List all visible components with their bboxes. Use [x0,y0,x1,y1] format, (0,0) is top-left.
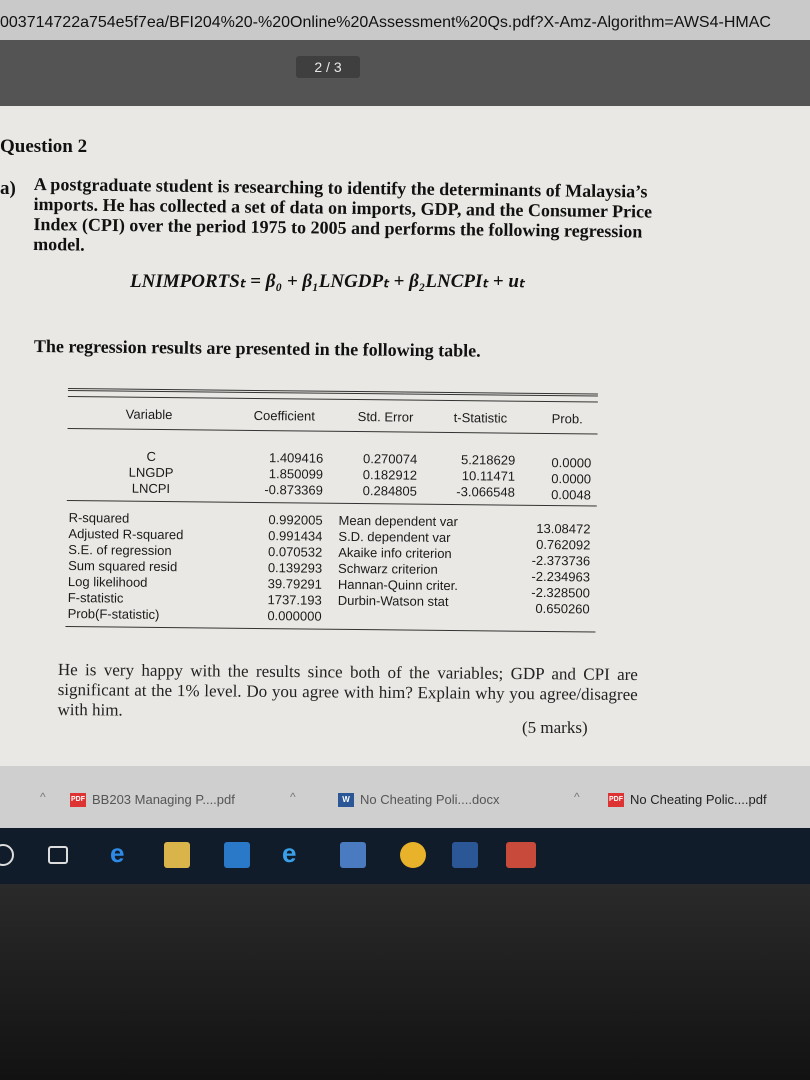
page-counter: 2 / 3 [296,56,360,78]
stat-value: -2.373736 [531,552,591,569]
prob-column [541,455,591,504]
pdf-page [0,106,810,766]
header-t-statistic: t-Statistic [453,410,508,426]
stat-value: 0.992005 [268,512,323,528]
stat-label: Durbin-Watson stat [337,592,449,609]
download-filename: No Cheating Polic....pdf [630,792,767,807]
stat-value: 0.991434 [268,528,323,544]
table-top-rule [68,388,598,397]
chrome-icon[interactable] [400,842,426,868]
file-explorer-icon[interactable] [164,842,190,868]
table-intro: The regression results are presented in the following table. [33,336,481,361]
stat-label: F-statistic [67,590,124,606]
header-variable: Variable [125,406,173,423]
table-row-label: LNCPI [131,480,171,497]
stat-label: Akaike info criterion [338,544,452,562]
stat-value: 39.79291 [267,576,323,592]
table-cell: 1.850099 [268,466,324,482]
chevron-up-icon[interactable]: ^ [40,790,46,804]
address-bar[interactable] [0,0,810,40]
download-item[interactable] [338,792,499,807]
laptop-bezel [0,884,810,1080]
table-row-label: LNGDP [128,464,174,481]
stat-label: Hannan-Quinn criter. [337,576,458,594]
stats-right-values [518,521,591,618]
table-bottom-rule [65,626,595,633]
table-cell: 0.0000 [551,455,592,471]
table-cell: 0.0048 [551,487,591,503]
table-cell: -3.066548 [456,484,515,500]
coefficient-rule [67,500,597,507]
question-body: A postgraduate student is researching to identify the determinants of Malaysia’s imports. He has collected a set of data on imports, GDP, and the Consumer Price Index (CPI) over the period 1975 to 2005 and performs the following regression model. [33,174,653,255]
stat-label: Schwarz criterion [338,560,438,577]
stats-left-labels [68,510,184,623]
windows-taskbar [0,828,810,884]
store-icon[interactable] [340,842,366,868]
table-cell: 5.218629 [460,452,516,468]
pdf-file-icon: PDF [608,793,624,807]
chevron-up-icon[interactable]: ^ [290,790,296,804]
stat-label: Mean dependent var [338,512,458,530]
calendar-icon[interactable] [506,842,536,868]
t-statistic-column [443,452,515,501]
stat-label: S.E. of regression [68,542,172,559]
pdf-viewer-toolbar [0,40,810,110]
table-cell: 0.0000 [551,471,592,487]
stat-label: S.D. dependent var [338,528,451,546]
header-prob: Prob. [551,411,583,427]
mail-icon[interactable] [224,842,250,868]
stat-value: -2.234963 [531,568,591,585]
header-coefficient: Coefficient [253,407,315,424]
downloads-bar [0,766,810,828]
download-item[interactable] [70,792,235,807]
internet-explorer-icon[interactable]: e [282,838,297,868]
coefficient-column [257,450,323,499]
pdf-file-icon: PDF [70,793,86,807]
word-icon[interactable] [452,842,478,868]
follow-up-question: He is very happy with the results since both of the variables; GDP and CPI are significant at the 1% level. Do you agree with him? Explain why you agree/disagree with him. [57,660,638,720]
table-cell: -0.873369 [264,482,324,498]
stat-value: 0.139293 [267,560,323,576]
table-cell: 1.409416 [268,450,324,466]
header-std-error: Std. Error [357,409,414,425]
stat-value: 0.000000 [267,608,322,624]
table-top-rule-2 [68,396,598,403]
marks-label: (5 marks) [522,718,588,737]
std-error-column [351,451,417,500]
stat-label: Prob(F-statistic) [67,606,160,622]
download-filename: BB203 Managing P....pdf [92,792,235,807]
download-filename: No Cheating Poli....docx [360,792,500,807]
table-row-label: C [146,448,157,464]
stat-label: R-squared [68,510,130,526]
stat-value: 0.762092 [536,536,591,553]
header-rule [68,428,598,435]
stats-right-labels [338,513,459,610]
url-text: 00371472​2a754e5f7ea/BFI204%20-%20Online%20Assessment%20Qs.pdf?X-Amz-Algorithm=AWS4-HMAC [0,14,771,31]
stat-value: 1737.193 [267,592,322,608]
stat-label: Sum squared resid [68,558,178,575]
part-marker: a) [0,178,16,199]
stat-value: 0.650260 [535,600,590,617]
download-item[interactable] [608,792,767,807]
table-cell: 0.182912 [362,467,418,483]
windows-start-icon[interactable] [0,844,14,866]
task-view-icon[interactable] [48,846,68,864]
stat-label: Log likelihood [67,574,148,590]
table-cell: 0.284805 [362,483,417,499]
stat-value: 13.08472 [536,520,591,537]
stat-label: Adjusted R-squared [68,526,184,543]
regression-equation: LNIMPORTSₜ = β₀ + β₁LNGDPₜ + β₂LNCPIₜ + uₜ [130,271,525,292]
variable-column [121,449,181,498]
edge-icon[interactable]: e [110,838,125,868]
chevron-up-icon[interactable]: ^ [574,790,580,804]
word-file-icon: W [338,793,354,807]
stats-left-values [256,512,323,625]
stat-value: -2.328500 [531,584,590,601]
stat-value: 0.070532 [267,544,323,560]
table-cell: 0.270074 [362,451,418,467]
table-cell: 10.11471 [461,468,516,484]
regression-output-table [65,386,600,642]
question-heading: Question 2 [0,136,88,157]
